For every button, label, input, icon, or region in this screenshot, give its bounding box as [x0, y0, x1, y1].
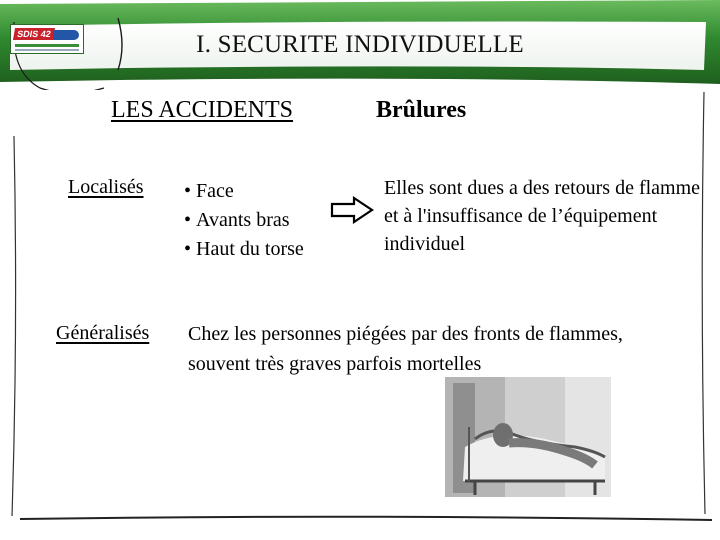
localized-label: Localisés	[68, 176, 144, 198]
localized-description: Elles sont dues a des retours de flamme et à l'insuffisance de l’équipement individuel	[384, 177, 701, 255]
right-arrow-icon	[330, 196, 374, 224]
burns-heading: Brûlures	[376, 97, 467, 123]
patient-photo	[445, 377, 611, 497]
list-item: • Haut du torse	[184, 235, 304, 264]
page-title: I. SECURITE INDIVIDUELLE	[196, 31, 524, 58]
list-item: • Face	[184, 177, 304, 206]
localized-list	[184, 177, 304, 264]
generalized-label: Généralisés	[56, 322, 150, 344]
logo-text: SDIS 42	[13, 28, 55, 40]
generalized-description: Chez les personnes piégées par des fronts de flammes, souvent très graves parfois mortelles	[188, 323, 623, 375]
accidents-heading: LES ACCIDENTS	[111, 97, 294, 123]
list-item: • Avants bras	[184, 206, 304, 235]
